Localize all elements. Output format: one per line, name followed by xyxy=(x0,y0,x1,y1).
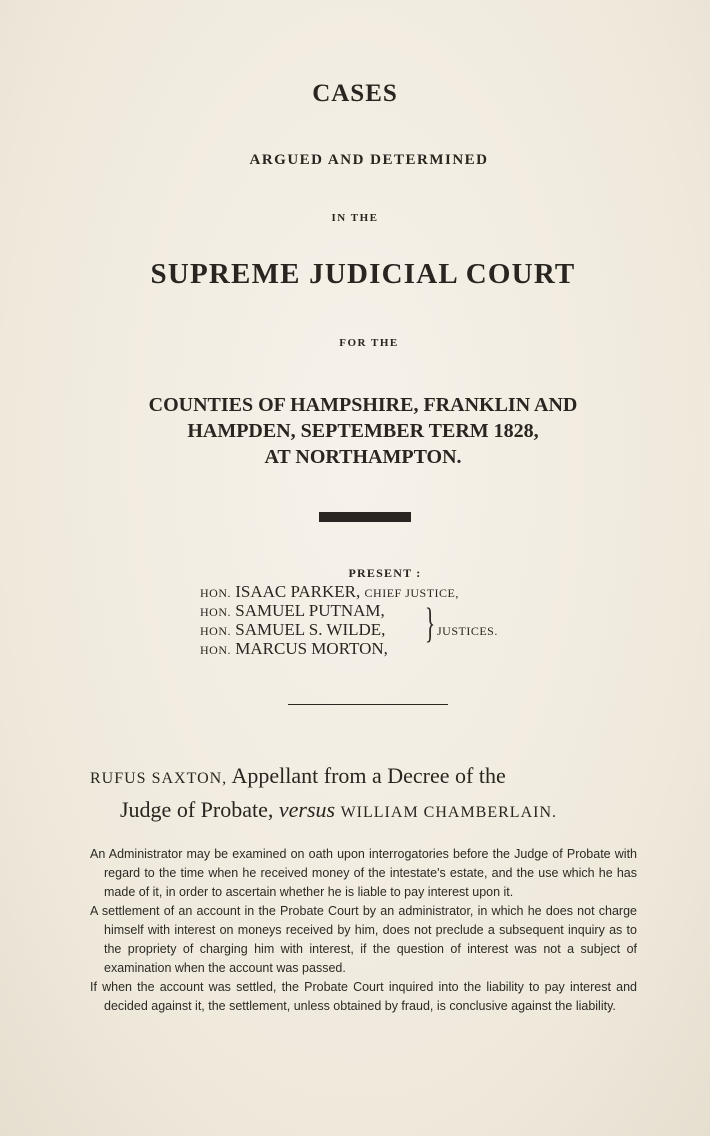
case-title-line-1 xyxy=(90,760,650,794)
justices-label: JUSTICES. xyxy=(437,624,498,638)
appellant-description: Appellant from a Decree of the xyxy=(231,763,506,788)
honorific: HON. xyxy=(200,624,231,638)
honorific: HON. xyxy=(200,586,231,600)
case-title xyxy=(90,760,650,828)
counties-term xyxy=(8,392,710,470)
justice-title: CHIEF JUSTICE, xyxy=(364,586,459,600)
headnote-paragraph: An Administrator may be examined on oath upon interrogatories before the Judge of Probate with regard to the time when he received money of the intestate's estate, and the use which he has made of it, in order to ascertain whether he is liable to pay interest upon it. xyxy=(90,847,637,899)
justice-row xyxy=(200,621,459,640)
justice-row xyxy=(200,602,459,621)
present-label: PRESENT : xyxy=(348,566,422,580)
headnote-paragraph: A settlement of an account in the Probate Court by an administrator, in which he does not charge himself with interest on moneys received by him, does not preclude a subsequent inquiry as to the propriety of charging him with interest, if the question of interest was not a subject of examination when the account was passed. xyxy=(90,904,637,975)
section-divider xyxy=(288,704,448,705)
justice-name: MARCUS MORTON, xyxy=(235,639,388,658)
justices-list xyxy=(200,583,459,659)
honorific: HON. xyxy=(200,643,231,657)
headnote-paragraph: If when the account was settled, the Probate Court inquired into the liability to pay interest and decided against it, the settlement, unless obtained by fraud, is conclusive against the liability. xyxy=(90,980,637,1013)
decree-source: Judge of Probate, xyxy=(120,797,274,822)
for-the-label: FOR THE xyxy=(339,337,399,349)
ornamental-rule xyxy=(319,512,411,522)
justice-name: SAMUEL S. WILDE, xyxy=(235,620,386,639)
justice-name: ISAAC PARKER, xyxy=(235,582,361,601)
headnotes xyxy=(90,845,637,1016)
appellant-name: RUFUS SAXTON, xyxy=(90,770,228,787)
justice-row xyxy=(200,640,459,659)
brace-icon: } xyxy=(425,601,436,647)
appellee-name: WILLIAM CHAMBERLAIN. xyxy=(340,804,557,821)
counties-line-1: COUNTIES OF HAMPSHIRE, FRANKLIN AND xyxy=(148,394,578,416)
versus-label: versus xyxy=(278,797,336,822)
in-the-label: IN THE xyxy=(331,212,379,224)
honorific: HON. xyxy=(200,605,231,619)
counties-line-3: AT NORTHAMPTON. xyxy=(264,446,462,468)
counties-line-2: HAMPDEN, SEPTEMBER TERM 1828, xyxy=(187,420,539,442)
page-title: CASES xyxy=(312,80,398,107)
justice-name: SAMUEL PUTNAM, xyxy=(235,601,385,620)
court-name: SUPREME JUDICIAL COURT xyxy=(150,258,576,290)
subtitle: ARGUED AND DETERMINED xyxy=(249,152,489,168)
justice-row xyxy=(200,583,459,602)
case-title-line-2 xyxy=(90,794,650,828)
